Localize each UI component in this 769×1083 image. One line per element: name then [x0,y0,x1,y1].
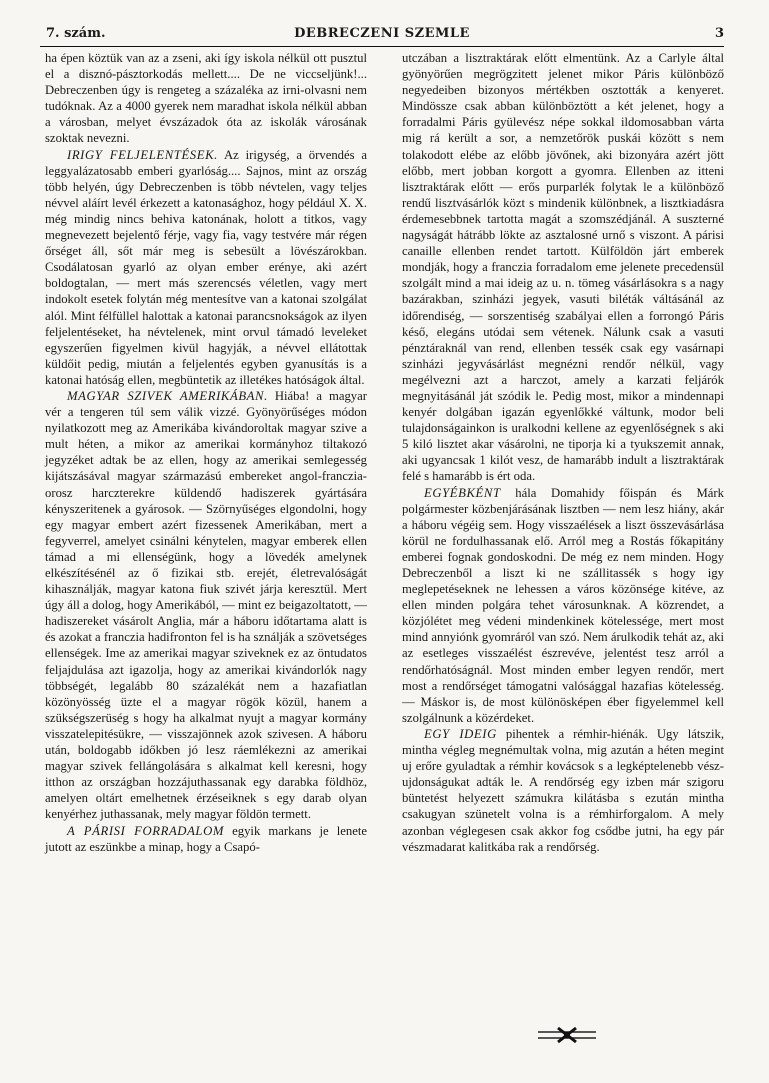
paragraph-text: hála Domahidy főispán és Márk polgármester közbenjárásának lisztben — nem lesz hiány, akár a háboru végéig sem. Hogy visszaélések a liszt összevásárlása körül ne fordulhassanak elő. Arról meg a Rostás főkapitány emberei fognak gondoskodni. De még ez nem minden. Hogy Debreczenből a liszt ki ne szállitassék s hogy igy meglepetéseknek ne lehessen a város közönsége kitéve, az ellen minden polgára tehet városunknak. A közrendet, a közjólétet meg védeni mindenkinek kötelessége, mert most mind annyiónk gyomráról van szó. Nem árulkodik tehát az, aki az esetleges visszaélést észrevéve, jelentést tesz arról a rendőrhatóságnál. Most minden ember legyen rendőr, mert most a rendőrséget támogatni valósággal hazafias kötelesség. — Máskor is, de most különösképen éber figyelemmel kell szolgálnunk a közérdeket. [402,485,724,725]
page-header [40,26,724,47]
issue-number: 7. szám. [46,26,106,41]
paragraph-text: Az irigység, a örvendés a leggyalázatosabb emberi gyarlóság.... Sajnos, mint az ország több helyén, úgy Debreczenben is több névtelen, vagy teljes névvel aláírt levél érkezett a katonasághoz, hogy például X. X. még mindig nincs behiva katonának, holott a titkos, vagy megnevezett bejelentő férje, vagy fia, vagy testvére már régen őrséget áll, sőt már meg is sebesült a lövészárokban. Csodálatosan gyarló az olyan ember erénye, aki azért boldogtalan, — mert más szerencsés véletlen, vagy mert indokolt esetek folytán még mentesítve van a katonai szolgálat alól. Mint félfüllel halottak a katonai parancsnokságok az ilyen feljelentéseket, ha névtelenek, mint orvul támadó leveleket egyszerűen figyelmen kivül hagyják, a névvel ellátottak küldőit pedig, miután a feljelentés egyben gyanusítás is a katonai hatóság ellen, megbüntetik az illetékes hatóságok által. [45,147,367,387]
section-lead-egy-ideig: EGY IDEIG [424,726,497,741]
page-number: 3 [714,26,724,41]
paragraph-school: ha épen köztük van az a zseni, aki így iskola nélkül ott pusztul el a disznó-pásztorkodás mellett.... De ne viccseljünk!... Debreczenben úgy is rengeteg a százaléka az irni-olvasni nem tudóknak. Az a 4000 gyerek nem maradhat iskola nélkül abban a városban, melyet évszázadok óta az iskolák városának szoktak nevezni. [45,51,367,146]
paragraph-text: egyik markans je lenete jutott az eszünkbe a minap, hogy a Csapó- [45,823,367,854]
paragraph-text: pihentek a rémhir-hiénák. Ugy látszik, mintha végleg megnémultak volna, mig azután a héten megint uj erőre gyuladtak a rémhir kovácsok s a legképtelenebb vész-ujdonságukat adták le. A rendőrség egy izben már szigoru büntetést helyezett számukra kilátásba s ezután mintha csakugyan szünetelt volna is a rémhirforgalom. A mely azonban véglegesen csak akkor fog csődbe jutni, ha egy pár vészmadarat kalitkába rak a rendőrség. [402,726,724,854]
left-column [45,50,367,855]
section-lead-irigy-feljelentesek: IRIGY FELJELENTÉSEK. [67,147,218,162]
section-lead-egyebkent: EGYÉBKÉNT [424,485,501,500]
section-lead-magyar-szivek: MAGYAR SZIVEK AMERIKÁBAN. [67,388,268,403]
paragraph-remhir [402,726,724,855]
right-column [402,50,724,855]
paragraph-egyebkent [402,485,724,726]
paragraph-amerika [45,388,367,823]
decorative-end-ornament-icon [536,1026,598,1044]
section-lead-parisi-forradalom: A PÁRISI FORRADALOM [67,823,225,838]
journal-title: DEBRECZENI SZEMLE [294,26,470,41]
paragraph-lisztraktar: utczában a lisztraktárak előtt elmentünk. Az a Carlyle által gyönyörűen megrögzitett jelenet mikor Páris különböző negyedeiben bizonyos mértékben osztották a kenyeret. Mindössze csak abban különböztött a két jelenet, hogy a forradalmi Páris gyülevész népe sokkal ildomosabban várta mig rá került a sor, a nemzetőrök puskái között s nem tolakodott elébe az előbb jövőnek, aki bizonyára azért jött előbb, mert jobban korgott a gyomra. Ellenben az itteni lisztraktárak előtt — erős purparlék folytak le a különböző rendű lisztvásárlók közt s mindenik különbnek, a lisztkiadásra érdemesebbnek tartotta magát a szomszédjánál. A suszterné nagyságát hátrább lökte az asztalosné urnő s viszont. A párisi canaille ellenben rendet tartott. Külföldön járt emberek mondják, hogy a franczia forradalom eme jelenete precedensül szolgált mind a mai ideig az u. n. tömeg vásárlásokra s a nagy bazárakban, szinházi jegyek, vasuti biléták váltásánál az időrendiség, — sorszentiség szabályai ellen a forrongó Páris késő, elegáns utódai sem vétenek. Nálunk csak a vasuti pénztáraknál van rend, ellenben tessék csak egy vasárnapi szinházi jegyvásárlást megnézni rendőr nélkül, vagy megélvezni azt a harczot, amely a karzati feljárók megnyitásánál ját szódik le. Pedig most, mikor a mindennapi kenyér dolgában igazán egyenlőkké váltunk, modor beli tulajdonságainkon is uralkodni kellene az egyenlőségnek s aki 5 kiló lisztet akar vásárolni, ne tiporja ki a tyukszemit annak, aki ugyancsak 1 kilót vesz, de hamarább indult a lisztraktárak felé s hamarább is ért oda. [402,51,724,484]
paragraph-forradalom [45,823,367,855]
paragraph-feljelentesek [45,147,367,388]
paragraph-text: Hiába! a magyar vér a tengeren túl sem válik vizzé. Gyönyörűséges módon nyilatkozott meg az Amerikába kivándoroltak magyar szive a mult héten, a mikor az amerikai kormányhoz tiltakozó jegyzéket adtak be az ellen, hogy az amerikai semlegesség kijátszásával magyar származású embereket angol-franczia-orosz harczterekre küldendő hadiszerek gyártására kényszeritenek a gyárosok. — Szörnyűséges elgondolni, hogy egy magyar embert azért fizessenek Amerikában, mert a fegyverrel, amelyet csinálni kénytelen, magyar emberek ellen támad a mi ellenségünk, hogy a lövedék amelynek elkészítésénél az ő fizikai stb. erejét, életrevalóságát kihasználják, magyar katona fiuk szivét járja keresztül. Mert úgy áll a dolog, hogy Amerikából, — mint ez beigazoltatott, — hadiszereket vásárolt Anglia, már a háboru időtartama alatt is és azokat a franczia hadifronton fel is ha sználják a szövetséges ellenségek. Ime az amerikai magyar sziveknek ez az öntudatos feljajdulása azt igazolja, hogy az amerikai kivándorlók nagy többségét, legalább 80 százalékát nem a hazafiatlan közönyösség üzte el a magyar rögök közül, hanem a szükségszerüség s hogy ha alkalmat nyujt a magyar kormány visszatelepitésükre, — visszajönnek azok szivesen. A háboru után, boldogabb időkben jó lesz ráemlékezni az amerikai magyar szivek fellángolására s alkalmat kell keresni, hogy itthon az országban hozzájuthassanak egy darabka földhöz, amelyen oltárt emelhetnek érzéseiknek s egy darab olyan kenyérhez juthassanak, mely magyar földön termett. [45,388,367,822]
